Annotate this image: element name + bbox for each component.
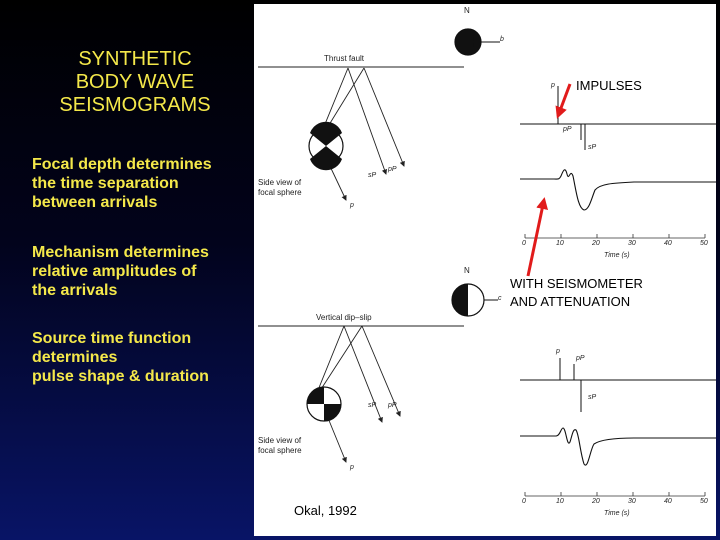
- bottom-ray-p-label: p: [350, 464, 354, 471]
- bottom-axis-label: Time (s): [604, 510, 630, 517]
- top-beachball-icon: [309, 122, 343, 171]
- bullet-mechanism: [32, 243, 254, 300]
- bullet-source-time-function: [32, 329, 254, 386]
- bottom-fault-label: Vertical dip–slip: [316, 313, 372, 322]
- bottom-impulse-trace: [520, 358, 716, 412]
- bullet-line: determines: [32, 349, 118, 366]
- top-fault-label: Thrust fault: [324, 54, 365, 63]
- bottom-tick-label: 30: [628, 498, 636, 505]
- bullet-line: Focal depth determines: [32, 156, 212, 173]
- bottom-tick-label: 20: [592, 498, 600, 505]
- bottom-ray-pp-label: pP: [388, 402, 397, 409]
- seismometer-label-line-2: AND ATTENUATION: [510, 294, 631, 309]
- top-tick-label: 20: [592, 240, 600, 247]
- top-tick-label: 10: [556, 240, 564, 247]
- top-time-axis: [525, 234, 705, 238]
- top-tick-label: 40: [664, 240, 672, 247]
- top-impulse-trace: [520, 86, 716, 150]
- bottom-beachball-icon: [307, 387, 341, 421]
- top-north-label: N: [464, 6, 470, 15]
- bottom-nodal-plane-icon: [452, 284, 498, 316]
- top-ray-pp-label: pP: [388, 166, 397, 173]
- bullet-line: Source time function: [32, 330, 192, 347]
- top-ray-p-label: p: [350, 202, 354, 209]
- top-trace-pp-label: pP: [563, 126, 572, 133]
- top-synthetic-trace: [520, 170, 716, 210]
- bottom-tick-label: 0: [522, 498, 526, 505]
- bullet-line: the time separation: [32, 175, 179, 192]
- title-line-3: SEISMOGRAMS: [59, 94, 211, 116]
- bottom-trace-p-label: p: [556, 348, 560, 355]
- seismometer-label-line-1: WITH SEISMOMETER: [510, 276, 643, 291]
- bottom-sphere-caption-line-1: Side view of: [258, 436, 302, 445]
- slide-title: [30, 48, 240, 117]
- bullet-line: Mechanism determines: [32, 244, 209, 261]
- bottom-sphere-caption-line-2: focal sphere: [258, 446, 302, 455]
- top-trace-p-label: p: [551, 82, 555, 89]
- bullet-line: relative amplitudes of: [32, 263, 197, 280]
- bottom-synthetic-trace: [520, 428, 716, 465]
- bottom-tick-label: 10: [556, 498, 564, 505]
- top-tick-label: 30: [628, 240, 636, 247]
- top-sphere-caption-line-2: focal sphere: [258, 188, 302, 197]
- bullet-line: between arrivals: [32, 194, 158, 211]
- impulses-label: IMPULSES: [576, 78, 642, 93]
- bottom-trace-pp-label: pP: [576, 355, 585, 362]
- bottom-ray-sp-label: sP: [368, 402, 377, 409]
- bottom-tick-label: 50: [700, 498, 708, 505]
- top-b-label: b: [500, 36, 504, 43]
- bottom-time-axis: [525, 492, 705, 496]
- top-nodal-plane-icon: [455, 29, 500, 55]
- figure-drawing: [254, 4, 716, 536]
- title-line-2: BODY WAVE: [75, 71, 195, 93]
- title-line-1: SYNTHETIC: [78, 48, 192, 70]
- red-arrows: [528, 84, 570, 276]
- top-trace-sp-label: sP: [588, 144, 597, 151]
- bottom-c-label: c: [498, 295, 502, 302]
- top-ray-sp-label: sP: [368, 172, 377, 179]
- top-tick-label: 0: [522, 240, 526, 247]
- bottom-tick-label: 40: [664, 498, 672, 505]
- top-tick-label: 50: [700, 240, 708, 247]
- bullet-line: pulse shape & duration: [32, 368, 209, 385]
- bullet-focal-depth: [32, 155, 254, 212]
- bottom-trace-sp-label: sP: [588, 394, 597, 401]
- top-axis-label: Time (s): [604, 252, 630, 259]
- bottom-north-label: N: [464, 266, 470, 275]
- seismogram-figure: [254, 4, 716, 536]
- bullet-line: the arrivals: [32, 282, 118, 299]
- citation-label: Okal, 1992: [294, 503, 357, 518]
- top-sphere-caption-line-1: Side view of: [258, 178, 302, 187]
